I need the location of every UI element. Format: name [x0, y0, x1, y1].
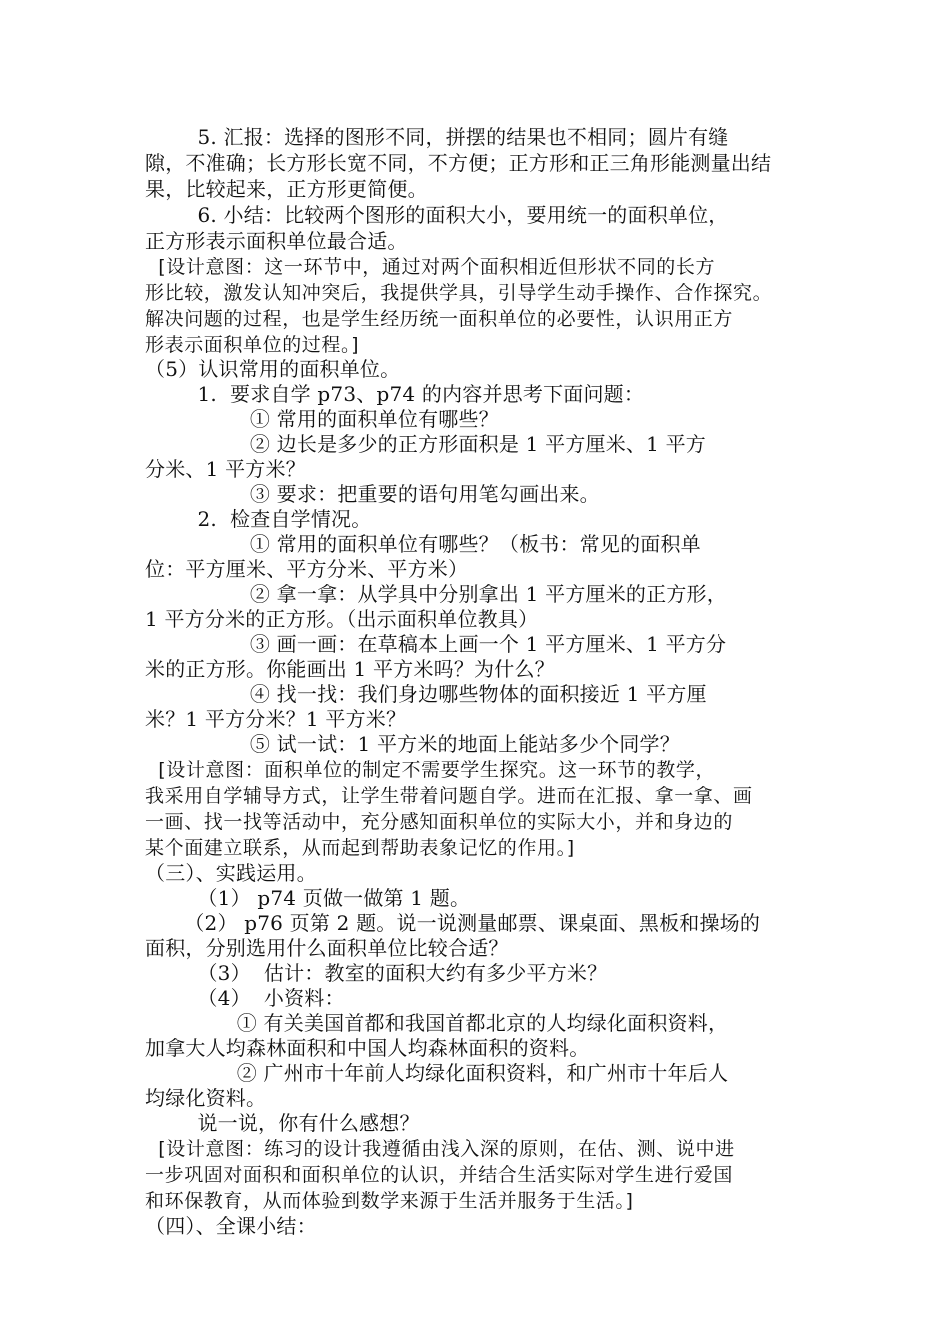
- text-line: 加拿大人均森林面积和中国人均森林面积的资料。: [145, 1036, 590, 1060]
- text-line: 说一说，你有什么感想？: [145, 1111, 420, 1135]
- design-intent-note: 和环保教育，从而体验到数学来源于生活并服务于生活。]: [145, 1190, 634, 1212]
- section-heading: （四）、全课小结：: [145, 1214, 317, 1238]
- text-line: 1 平方分米的正方形。（出示面积单位教具）: [145, 607, 539, 631]
- text-line: 正方形表示面积单位最合适。: [145, 229, 408, 253]
- text-line: 2. 检查自学情况。: [145, 507, 372, 531]
- design-intent-note: 某个面建立联系，从而起到帮助表象记忆的作用。]: [145, 837, 575, 859]
- text-line: 隙，不准确；长方形长宽不同，不方便；正方形和正三角形能测量出结: [145, 151, 772, 175]
- text-line: ② 拿一拿：从学具中分别拿出 1 平方厘米的正方形，: [145, 582, 727, 606]
- design-intent-note: 我采用自学辅导方式，让学生带着问题自学。进而在汇报、拿一拿、画: [145, 785, 753, 807]
- design-intent-note: 形表示面积单位的过程。]: [145, 334, 360, 356]
- design-intent-note: 解决问题的过程，也是学生经历统一面积单位的必要性，认识用正方: [145, 308, 734, 330]
- text-line: ③ 画一画：在草稿本上画一个 1 平方厘米、1 平方分: [145, 632, 727, 656]
- design-intent-note: [设计意图：这一环节中，通过对两个面积相近但形状不同的长方: [145, 256, 716, 278]
- text-line: ① 常用的面积单位有哪些？: [145, 407, 499, 431]
- text-line: （1） p74 页做一做第 1 题。: [145, 886, 471, 910]
- text-line: 位：平方厘米、平方分米、平方米）: [145, 557, 469, 581]
- text-line: ① 有关美国首都和我国首都北京的人均绿化面积资料，: [145, 1011, 729, 1035]
- design-intent-note: 一步巩固对面积和面积单位的认识，并结合生活实际对学生进行爱国: [145, 1164, 734, 1186]
- text-line: 均绿化资料。: [145, 1086, 267, 1110]
- text-line: 6. 小结：比较两个图形的面积大小，要用统一的面积单位，: [145, 203, 729, 227]
- text-line: 米？1 平方分米？1 平方米？: [145, 707, 407, 731]
- text-line: （4） 小资料：: [145, 986, 345, 1010]
- text-line: （3） 估计：教室的面积大约有多少平方米？: [145, 961, 608, 985]
- text-line: 面积，分别选用什么面积单位比较合适？: [145, 936, 509, 960]
- text-line: ② 广州市十年前人均绿化面积资料，和广州市十年后人: [145, 1061, 729, 1085]
- text-line: 米的正方形。你能画出 1 平方米吗？为什么？: [145, 657, 555, 681]
- text-line: 分米、1 平方米？: [145, 457, 306, 481]
- text-line: ② 边长是多少的正方形面积是 1 平方厘米、1 平方: [145, 432, 706, 456]
- text-line: ③ 要求：把重要的语句用笔勾画出来。: [145, 482, 600, 506]
- text-line: （2） p76 页第 2 题。说一说测量邮票、课桌面、黑板和操场的: [145, 911, 761, 935]
- text-line: 1. 要求自学 p73、p74 的内容并思考下面问题：: [145, 382, 645, 406]
- section-heading: （5）认识常用的面积单位。: [145, 357, 401, 381]
- design-intent-note: [设计意图：练习的设计我遵循由浅入深的原则，在估、测、说中进: [145, 1138, 735, 1160]
- text-line: 5. 汇报：选择的图形不同，拼摆的结果也不相同；圆片有缝: [145, 125, 729, 149]
- section-heading: （三）、实践运用。: [145, 861, 317, 885]
- text-line: 果，比较起来，正方形更简便。: [145, 177, 428, 201]
- design-intent-note: [设计意图：面积单位的制定不需要学生探究。这一环节的教学，: [145, 759, 716, 781]
- text-line: ④ 找一找：我们身边哪些物体的面积接近 1 平方厘: [145, 682, 707, 706]
- design-intent-note: 形比较，激发认知冲突后，我提供学具，引导学生动手操作、合作探究。: [145, 282, 773, 304]
- text-line: ① 常用的面积单位有哪些？（板书：常见的面积单: [145, 532, 701, 556]
- text-line: ⑤ 试一试：1 平方米的地面上能站多少个同学？: [145, 732, 680, 756]
- design-intent-note: 一画、找一找等活动中，充分感知面积单位的实际大小，并和身边的: [145, 811, 734, 833]
